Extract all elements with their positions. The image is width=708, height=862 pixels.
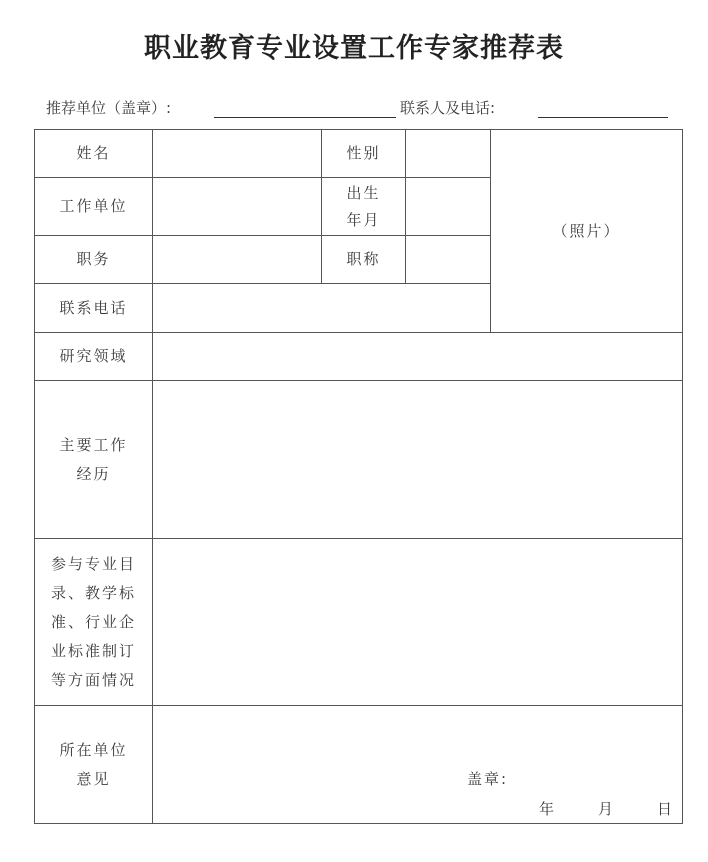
gender-label: 性别 bbox=[322, 130, 406, 178]
recommending-unit-label: 推荐单位（盖章）: bbox=[46, 99, 172, 117]
expert-form-table bbox=[34, 129, 683, 824]
form-title: 职业教育专业设置工作专家推荐表 bbox=[144, 33, 564, 64]
name-field[interactable] bbox=[153, 130, 322, 178]
date-month: 月 bbox=[597, 800, 613, 818]
birth-date-field[interactable] bbox=[406, 178, 491, 236]
research-field-label: 研究领域 bbox=[35, 333, 153, 381]
research-field-input[interactable] bbox=[153, 333, 683, 381]
contact-label: 联系人及电话: bbox=[400, 99, 496, 117]
work-experience-input[interactable] bbox=[153, 381, 683, 539]
professional-title-field[interactable] bbox=[406, 236, 491, 284]
photo-box[interactable] bbox=[491, 130, 683, 333]
participation-label: 参与专业目 录、教学标 准、行业企 业标准制订 等方面情况 bbox=[35, 539, 153, 706]
work-unit-label: 工作单位 bbox=[35, 178, 153, 236]
date-line bbox=[539, 796, 672, 823]
professional-title-label: 职称 bbox=[322, 236, 406, 284]
work-unit-field[interactable] bbox=[153, 178, 322, 236]
date-day: 日 bbox=[656, 800, 672, 818]
birth-date-label: 出生 年月 bbox=[322, 178, 406, 236]
recommending-unit-blank[interactable] bbox=[214, 117, 396, 118]
phone-field[interactable] bbox=[153, 284, 491, 333]
phone-label: 联系电话 bbox=[35, 284, 153, 333]
position-label: 职务 bbox=[35, 236, 153, 284]
unit-opinion-input[interactable] bbox=[153, 706, 683, 824]
photo-label: （照片） bbox=[552, 221, 621, 240]
date-year: 年 bbox=[538, 800, 554, 818]
position-field[interactable] bbox=[153, 236, 322, 284]
contact-blank[interactable] bbox=[538, 117, 668, 118]
seal-label: 盖章: bbox=[467, 770, 509, 788]
gender-field[interactable] bbox=[406, 130, 491, 178]
participation-input[interactable] bbox=[153, 539, 683, 706]
unit-opinion-label: 所在单位 意见 bbox=[35, 706, 153, 824]
name-label: 姓名 bbox=[35, 130, 153, 178]
work-experience-label: 主要工作 经历 bbox=[35, 381, 153, 539]
